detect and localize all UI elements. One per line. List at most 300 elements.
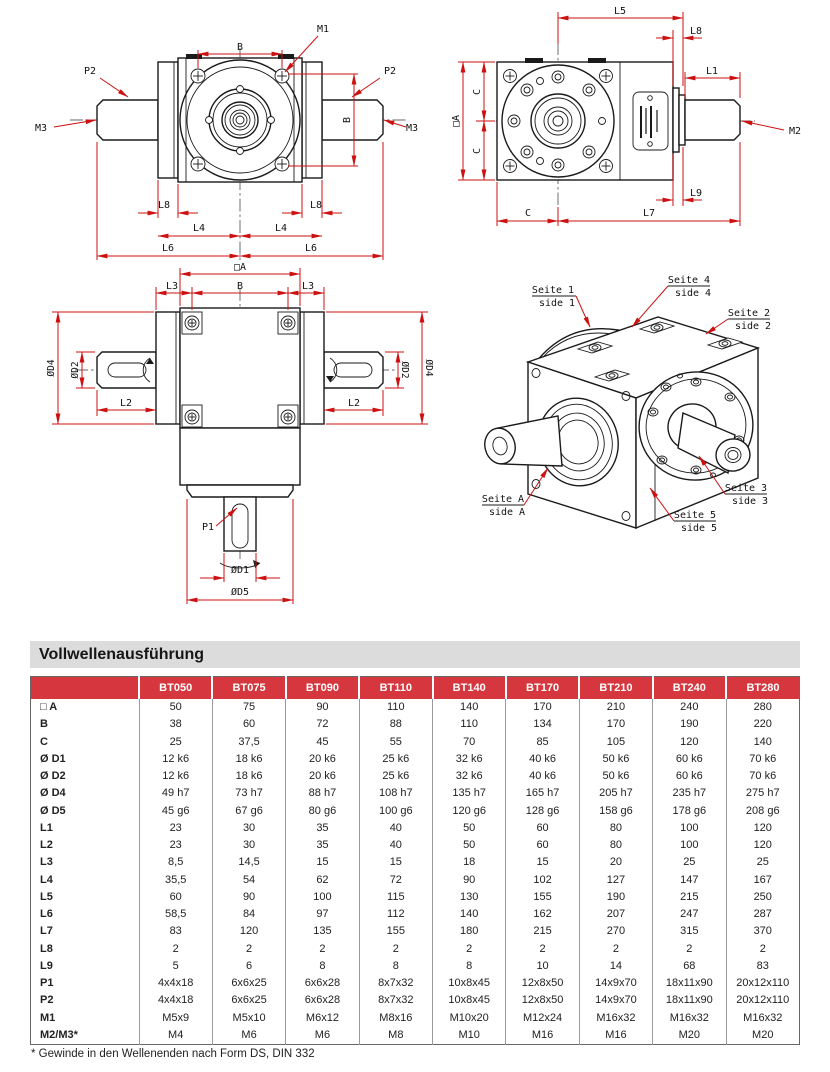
top-tab — [525, 58, 543, 63]
dim-label: M2 — [788, 126, 802, 137]
table-row — [31, 923, 800, 940]
table-cell: 100 g6 — [359, 803, 432, 820]
table-cell: 12 k6 — [139, 768, 212, 785]
table-cell: 18x11x90 — [653, 975, 726, 992]
table-row — [31, 716, 800, 733]
column-header: BT240 — [653, 677, 726, 700]
table-cell: 23 — [139, 837, 212, 854]
table-cell: 2 — [726, 941, 800, 958]
dim-label: L2 — [347, 398, 361, 409]
row-label: L6 — [40, 908, 53, 921]
table-cell: M5x10 — [212, 1010, 285, 1027]
row-label: L2 — [40, 839, 53, 852]
table-cell: 70 — [433, 734, 506, 751]
side-label: side 3 — [731, 496, 769, 507]
table-cell: 15 — [359, 854, 432, 871]
table-cell: 115 — [359, 889, 432, 906]
table-cell: M10x20 — [433, 1010, 506, 1027]
table-row — [31, 1027, 800, 1045]
row-label: L7 — [40, 925, 53, 938]
side-label: Seite 3 — [724, 483, 768, 494]
table-cell: M16x32 — [653, 1010, 726, 1027]
table-cell: 10x8x45 — [433, 975, 506, 992]
table-cell: 250 — [726, 889, 800, 906]
table-cell: 6x6x28 — [286, 975, 359, 992]
table-cell: 112 — [359, 906, 432, 923]
table-cell: 208 g6 — [726, 803, 800, 820]
table-cell: 54 — [212, 872, 285, 889]
table-cell: 62 — [286, 872, 359, 889]
table-cell: 14x9x70 — [579, 992, 652, 1009]
table-cell: M20 — [653, 1027, 726, 1045]
side-label: side 5 — [680, 523, 718, 534]
table-cell: 90 — [433, 872, 506, 889]
table-cell: 50 — [433, 820, 506, 837]
row-label: Ø D4 — [40, 787, 66, 800]
table-cell: 130 — [433, 889, 506, 906]
table-cell: 50 k6 — [579, 768, 652, 785]
table-cell: 68 — [653, 958, 726, 975]
table-cell: 75 — [212, 699, 285, 716]
table-cell: 147 — [653, 872, 726, 889]
dim-label: L4 — [192, 223, 206, 234]
dim-label: ØD5 — [230, 587, 250, 598]
table-cell: 20 — [579, 854, 652, 871]
table-cell: 18x11x90 — [653, 992, 726, 1009]
corner-header — [31, 677, 140, 700]
table-cell: 20 k6 — [286, 751, 359, 768]
dim-label: L6 — [304, 243, 318, 254]
table-cell: 35,5 — [139, 872, 212, 889]
table-cell: 4x4x18 — [139, 992, 212, 1009]
table-cell: 8x7x32 — [359, 992, 432, 1009]
dim-label: ØD1 — [230, 565, 250, 576]
table-cell: 60 k6 — [653, 751, 726, 768]
table-cell: 83 — [726, 958, 800, 975]
dim-label: □A — [233, 262, 247, 273]
flange-plate-left — [158, 62, 178, 178]
table-cell: M6x12 — [286, 1010, 359, 1027]
table-row — [31, 854, 800, 871]
dim-label: ØD2 — [399, 361, 410, 379]
table-cell: 280 — [726, 699, 800, 716]
table-cell: 60 k6 — [653, 768, 726, 785]
side-label: Seite A — [481, 494, 525, 505]
side-label: side 4 — [674, 288, 712, 299]
table-row — [31, 785, 800, 802]
table-row — [31, 837, 800, 854]
row-label: L4 — [40, 873, 53, 886]
isometric-view-drawing — [440, 270, 830, 570]
table-cell: M20 — [726, 1027, 800, 1045]
table-cell: 167 — [726, 872, 800, 889]
table-cell: 220 — [726, 716, 800, 733]
table-row — [31, 889, 800, 906]
table-cell: 30 — [212, 820, 285, 837]
table-cell: 35 — [286, 837, 359, 854]
row-label: L5 — [40, 890, 53, 903]
table-cell: 58,5 — [139, 906, 212, 923]
table-cell: M12x24 — [506, 1010, 579, 1027]
dim-label: M1 — [316, 24, 330, 35]
table-cell: 140 — [433, 699, 506, 716]
table-cell: M8x16 — [359, 1010, 432, 1027]
table-row — [31, 941, 800, 958]
table-cell: 135 — [286, 923, 359, 940]
dim-label: B — [342, 116, 353, 124]
table-cell: 2 — [506, 941, 579, 958]
row-label: M1 — [40, 1011, 56, 1024]
dim-label: C — [472, 88, 483, 96]
dim-label: M3 — [405, 123, 419, 134]
table-cell: 12 k6 — [139, 751, 212, 768]
table-cell: M6 — [286, 1027, 359, 1045]
table-cell: 20x12x110 — [726, 975, 800, 992]
table-cell: 102 — [506, 872, 579, 889]
table-cell: 100 — [653, 820, 726, 837]
bottom-flange — [187, 485, 293, 497]
table-cell: 5 — [139, 958, 212, 975]
dim-label: M3 — [34, 123, 48, 134]
table-cell: 205 h7 — [579, 785, 652, 802]
table-cell: M16 — [579, 1027, 652, 1045]
table-cell: 14x9x70 — [579, 975, 652, 992]
table-cell: 4x4x18 — [139, 975, 212, 992]
table-cell: 140 — [433, 906, 506, 923]
table-cell: 49 h7 — [139, 785, 212, 802]
dim-label: C — [524, 208, 532, 219]
table-cell: 15 — [286, 854, 359, 871]
side-label: Seite 2 — [727, 308, 771, 319]
table-row — [31, 872, 800, 889]
row-label: L1 — [40, 821, 53, 834]
dim-label: L8 — [309, 200, 323, 211]
dim-label: P2 — [83, 66, 97, 77]
table-cell: 128 g6 — [506, 803, 579, 820]
table-cell: 73 h7 — [212, 785, 285, 802]
table-cell: 40 — [359, 820, 432, 837]
front-view-drawing — [20, 10, 420, 260]
table-cell: M8 — [359, 1027, 432, 1045]
table-row — [31, 975, 800, 992]
table-cell: M16 — [506, 1027, 579, 1045]
column-header: BT090 — [286, 677, 359, 700]
table-cell: 25 — [653, 854, 726, 871]
table-cell: 38 — [139, 716, 212, 733]
table-cell: 2 — [433, 941, 506, 958]
side-label: Seite 4 — [667, 275, 711, 286]
table-cell: 72 — [286, 716, 359, 733]
table-cell: 35 — [286, 820, 359, 837]
dim-label: L3 — [165, 281, 179, 292]
table-row — [31, 992, 800, 1009]
row-label: Ø D1 — [40, 752, 66, 765]
table-cell: 60 — [506, 837, 579, 854]
table-cell: 14 — [579, 958, 652, 975]
table-cell: 10 — [506, 958, 579, 975]
table-cell: 2 — [286, 941, 359, 958]
table-cell: 18 — [433, 854, 506, 871]
table-cell: 287 — [726, 906, 800, 923]
row-label: □ A — [40, 701, 58, 714]
dim-label: C — [472, 147, 483, 155]
table-cell: 18 k6 — [212, 768, 285, 785]
column-header: BT280 — [726, 677, 800, 700]
table-cell: 14,5 — [212, 854, 285, 871]
dim-label: P2 — [383, 66, 397, 77]
table-row — [31, 1010, 800, 1027]
table-cell: 2 — [579, 941, 652, 958]
table-cell: 315 — [653, 923, 726, 940]
table-cell: 67 g6 — [212, 803, 285, 820]
table-cell: 25 k6 — [359, 768, 432, 785]
dim-label: B — [236, 281, 244, 292]
row-label: L9 — [40, 959, 53, 972]
side-label: side A — [488, 507, 526, 518]
dim-label: L8 — [157, 200, 171, 211]
column-header: BT170 — [506, 677, 579, 700]
table-cell: 70 k6 — [726, 768, 800, 785]
row-label: Ø D5 — [40, 804, 66, 817]
table-cell: 80 — [579, 837, 652, 854]
table-cell: 110 — [433, 716, 506, 733]
table-cell: 8,5 — [139, 854, 212, 871]
table-cell: 90 — [212, 889, 285, 906]
table-cell: 235 h7 — [653, 785, 726, 802]
section-title: Vollwellenausführung — [30, 641, 800, 668]
table-cell: 207 — [579, 906, 652, 923]
table-cell: 210 — [579, 699, 652, 716]
table-cell: 140 — [726, 734, 800, 751]
table-cell: 30 — [212, 837, 285, 854]
dim-label: B — [236, 42, 244, 53]
table-cell: 72 — [359, 872, 432, 889]
table-cell: 215 — [653, 889, 726, 906]
row-label: Ø D2 — [40, 770, 66, 783]
side-label: side 1 — [538, 298, 576, 309]
table-cell: 45 g6 — [139, 803, 212, 820]
table-cell: 60 — [212, 716, 285, 733]
table-cell: 85 — [506, 734, 579, 751]
table-cell: 170 — [506, 699, 579, 716]
column-header: BT050 — [139, 677, 212, 700]
shaft-right-keyed — [324, 352, 383, 388]
table-cell: 215 — [506, 923, 579, 940]
table-cell: 90 — [286, 699, 359, 716]
column-header: BT110 — [359, 677, 432, 700]
table-cell: 120 — [726, 820, 800, 837]
table-cell: 83 — [139, 923, 212, 940]
table-cell: 2 — [212, 941, 285, 958]
table-row — [31, 768, 800, 785]
top-tab — [186, 54, 202, 59]
table-cell: 135 h7 — [433, 785, 506, 802]
table-cell: 120 — [726, 837, 800, 854]
table-cell: 88 — [359, 716, 432, 733]
table-cell: 165 h7 — [506, 785, 579, 802]
table-cell: 32 k6 — [433, 768, 506, 785]
row-label: L8 — [40, 942, 53, 955]
top-tab — [588, 58, 606, 63]
table-cell: M16x32 — [726, 1010, 800, 1027]
table-cell: 100 — [653, 837, 726, 854]
table-cell: 120 g6 — [433, 803, 506, 820]
table-header-row — [31, 677, 800, 700]
table-cell: 240 — [653, 699, 726, 716]
table-cell: 155 — [506, 889, 579, 906]
table-row — [31, 734, 800, 751]
table-cell: 6 — [212, 958, 285, 975]
table-row — [31, 699, 800, 716]
dim-label: L9 — [689, 188, 703, 199]
table-cell: 108 h7 — [359, 785, 432, 802]
table-cell: 8x7x32 — [359, 975, 432, 992]
table-cell: 37,5 — [212, 734, 285, 751]
row-label: P1 — [40, 977, 54, 990]
table-cell: 18 k6 — [212, 751, 285, 768]
dim-label: ØD4 — [423, 359, 434, 377]
table-cell: M10 — [433, 1027, 506, 1045]
table-cell: 247 — [653, 906, 726, 923]
table-cell: 120 — [653, 734, 726, 751]
dim-label: ØD4 — [46, 359, 57, 377]
table-cell: 12x8x50 — [506, 975, 579, 992]
table-cell: 12x8x50 — [506, 992, 579, 1009]
table-cell: 25 — [726, 854, 800, 871]
ring-flange2 — [679, 95, 685, 145]
dim-label: L2 — [119, 398, 133, 409]
dim-label: L7 — [642, 208, 656, 219]
table-cell: 2 — [359, 941, 432, 958]
table-cell: 2 — [653, 941, 726, 958]
table-cell: 84 — [212, 906, 285, 923]
table-cell: 178 g6 — [653, 803, 726, 820]
shaft-bottom — [224, 497, 256, 551]
table-row — [31, 751, 800, 768]
table-row — [31, 958, 800, 975]
table-row — [31, 906, 800, 923]
table-cell: 134 — [506, 716, 579, 733]
table-cell: 6x6x25 — [212, 975, 285, 992]
table-cell: 8 — [433, 958, 506, 975]
table-cell: 370 — [726, 923, 800, 940]
table-cell: 15 — [506, 854, 579, 871]
table-cell: 40 — [359, 837, 432, 854]
dim-label: L1 — [705, 66, 719, 77]
table-cell: 8 — [359, 958, 432, 975]
table-cell: 100 — [286, 889, 359, 906]
nameplate — [633, 92, 668, 150]
table-cell: 50 — [433, 837, 506, 854]
row-label: B — [40, 718, 48, 731]
dim-label: L8 — [689, 26, 703, 37]
footnote: * Gewinde in den Wellenenden nach Form DS, DIN 332 — [31, 1048, 315, 1060]
table-cell: 50 k6 — [579, 751, 652, 768]
row-label: P2 — [40, 994, 54, 1007]
table-cell: 10x8x45 — [433, 992, 506, 1009]
column-header: BT140 — [433, 677, 506, 700]
side-label: Seite 5 — [673, 510, 717, 521]
table-cell: 80 g6 — [286, 803, 359, 820]
dim-label: P1 — [201, 522, 215, 533]
side-label: Seite 1 — [531, 285, 575, 296]
table-cell: 162 — [506, 906, 579, 923]
column-header: BT210 — [579, 677, 652, 700]
top-view-drawing — [20, 260, 440, 630]
table-cell: 6x6x25 — [212, 992, 285, 1009]
table-cell: 60 — [139, 889, 212, 906]
row-label: C — [40, 735, 48, 748]
table-cell: 8 — [286, 958, 359, 975]
dim-label: L4 — [274, 223, 288, 234]
side-label: side 2 — [734, 321, 772, 332]
flange-plate-right — [302, 62, 322, 178]
table-cell: 270 — [579, 923, 652, 940]
table-cell: 40 k6 — [506, 768, 579, 785]
table-cell: 275 h7 — [726, 785, 800, 802]
shaft-left-keyed — [97, 352, 156, 388]
table-cell: 190 — [579, 889, 652, 906]
table-row — [31, 803, 800, 820]
table-cell: 127 — [579, 872, 652, 889]
table-cell: M16x32 — [579, 1010, 652, 1027]
table-cell: 88 h7 — [286, 785, 359, 802]
table-cell: M5x9 — [139, 1010, 212, 1027]
table-cell: 170 — [579, 716, 652, 733]
table-cell: M4 — [139, 1027, 212, 1045]
dim-label: ØD2 — [70, 361, 81, 379]
side-view-drawing — [440, 0, 830, 250]
table-cell: 6x6x28 — [286, 992, 359, 1009]
table-cell: 32 k6 — [433, 751, 506, 768]
table-row — [31, 820, 800, 837]
table-cell: 45 — [286, 734, 359, 751]
housing-lower — [180, 428, 300, 485]
table-cell: 158 g6 — [579, 803, 652, 820]
table-cell: 120 — [212, 923, 285, 940]
table-cell: 155 — [359, 923, 432, 940]
table-cell: 80 — [579, 820, 652, 837]
table-cell: 60 — [506, 820, 579, 837]
table-cell: 20x12x110 — [726, 992, 800, 1009]
top-tab — [278, 54, 294, 59]
table-cell: 25 k6 — [359, 751, 432, 768]
table-cell: 55 — [359, 734, 432, 751]
row-label: M2/M3* — [40, 1028, 78, 1041]
shaft-left — [97, 100, 158, 140]
dim-label: L3 — [301, 281, 315, 292]
table-cell: 2 — [139, 941, 212, 958]
ring-flange — [673, 88, 679, 152]
table-cell: 180 — [433, 923, 506, 940]
table-cell: 190 — [653, 716, 726, 733]
table-cell: 40 k6 — [506, 751, 579, 768]
dimension-table — [30, 676, 800, 1045]
table-cell: 20 k6 — [286, 768, 359, 785]
dim-label: L5 — [613, 6, 627, 17]
table-cell: 23 — [139, 820, 212, 837]
table-cell: 25 — [139, 734, 212, 751]
column-header: BT075 — [212, 677, 285, 700]
table-cell: 110 — [359, 699, 432, 716]
dim-label: L6 — [161, 243, 175, 254]
table-cell: 105 — [579, 734, 652, 751]
shaft-output — [685, 100, 740, 140]
table-cell: 70 k6 — [726, 751, 800, 768]
table-cell: 50 — [139, 699, 212, 716]
row-label: L3 — [40, 856, 53, 869]
table-cell: 97 — [286, 906, 359, 923]
